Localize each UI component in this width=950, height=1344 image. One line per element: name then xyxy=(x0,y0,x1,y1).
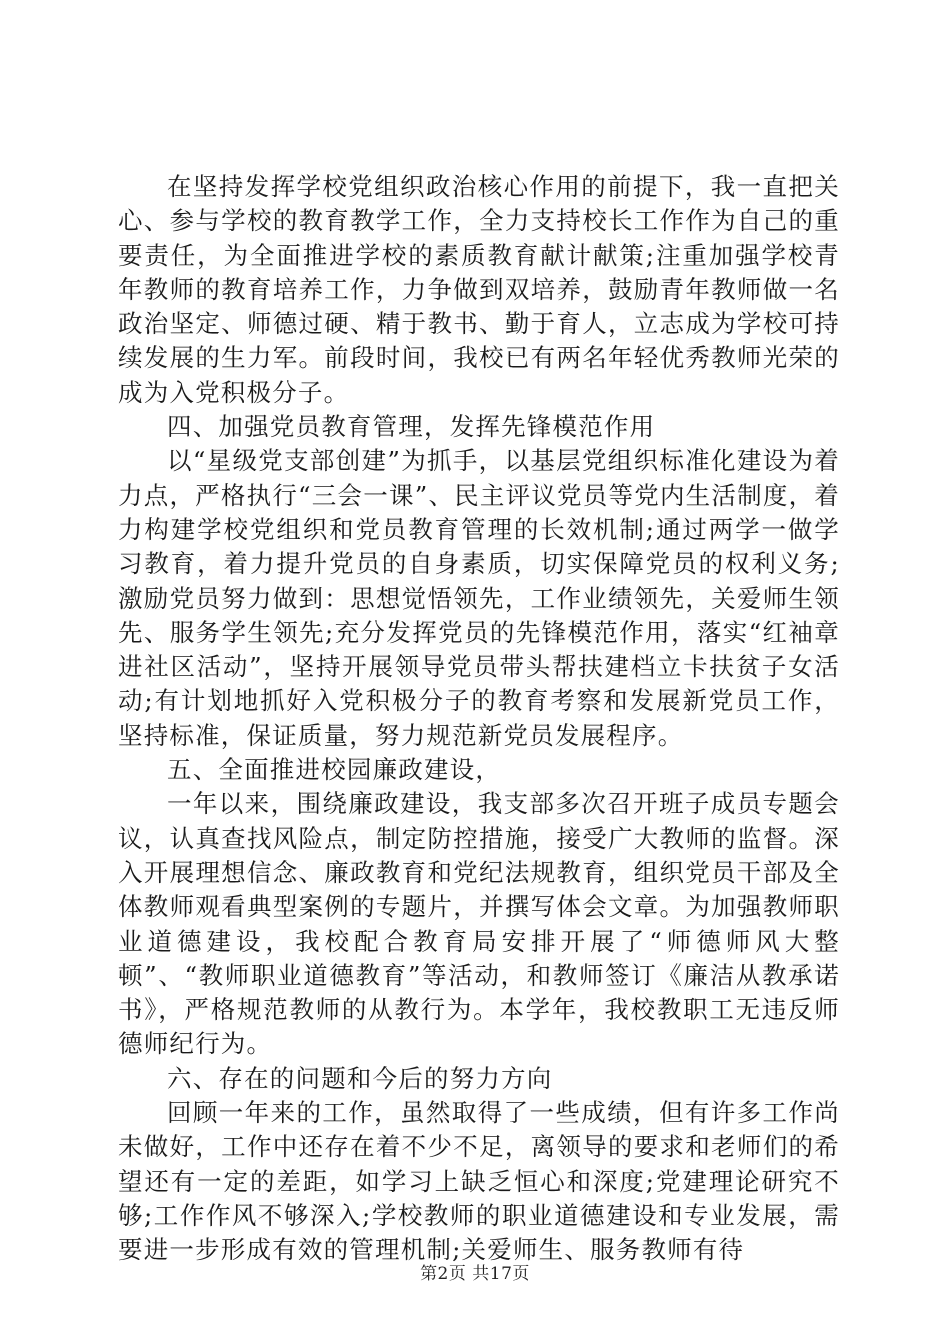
section-heading-5: 五、全面推进校园廉政建设， xyxy=(167,755,502,785)
paragraph-problems-direction: 回顾一年来的工作，虽然取得了一些成绩，但有许多工作尚未做好，工作中还存在着不少不足，离领导的要求和老师们的希望还有一定的差距，如学习上缺乏恒心和深度;党建理论研究不够;工作作风不够深入;学校教师的职业道德建设和专业发展，需要进一步形成有效的管理机制;关爱师生、服务教师有待 xyxy=(118,1098,840,1265)
document-body xyxy=(118,170,840,1268)
section-heading-4: 四、加强党员教育管理，发挥先锋模范作用 xyxy=(167,412,656,442)
paragraph-member-education: 以“星级党支部创建”为抓手，以基层党组织标准化建设为着力点，严格执行“三会一课”、民主评议党员等党内生活制度，着力构建学校党组织和党员教育管理的长效机制;通过两学一做学习教育，着力提升党员的自身素质，切实保障党员的权利义务;激励党员努力做到：思想觉悟领先，工作业绩领先，关爱师生领先、服务学生领先;充分发挥党员的先锋模范作用，落实“红袖章进社区活动”，坚持开展领导党员带头帮扶建档立卡扶贫子女活动;有计划地抓好入党积极分子的教育考察和发展新党员工作，坚持标准，保证质量，努力规范新党员发展程序。 xyxy=(118,446,840,750)
paragraph-party-core-role: 在坚持发挥学校党组织政治核心作用的前提下，我一直把关心、参与学校的教育教学工作，全力支持校长工作作为自己的重要责任，为全面推进学校的素质教育献计献策;注重加强学校青年教师的教育培养工作，力争做到双培养，鼓励青年教师做一名政治坚定、师德过硬、精于教书、勤于育人，立志成为学校可持续发展的生力军。前段时间，我校已有两名年轻优秀教师光荣的成为入党积极分子。 xyxy=(118,172,840,407)
paragraph-integrity-building: 一年以来，围绕廉政建设，我支部多次召开班子成员专题会议，认真查找风险点，制定防控措施，接受广大教师的监督。深入开展理想信念、廉政教育和党纪法规教育，组织党员干部及全体教师观看典型案例的专题片，并撰写体会文章。为加强教师职业道德建设，我校配合教育局安排开展了“师德师风大整顿”、“教师职业道德教育”等活动，和教师签订《廉洁从教承诺书》，严格规范教师的从教行为。本学年，我校教职工无违反师德师纪行为。 xyxy=(118,789,840,1059)
page-number-label: 第2页 共17页 xyxy=(420,1264,530,1284)
section-heading-6: 六、存在的问题和今后的努力方向 xyxy=(167,1063,553,1093)
page-footer xyxy=(0,1263,950,1285)
